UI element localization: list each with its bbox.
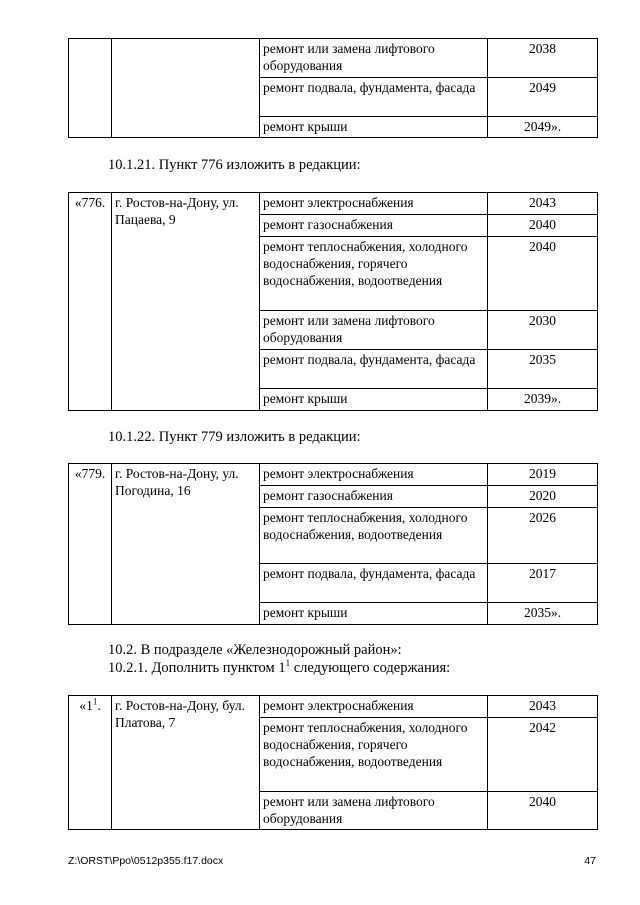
footer-file-path: Z:\ORST\Ppo\0512p355.f17.docx — [68, 855, 224, 867]
year-cell: 2020 — [488, 486, 598, 508]
table-row — [69, 193, 598, 215]
work-cell: ремонт подвала, фундамента, фасада — [260, 78, 488, 117]
address-cell: г. Ростов-на-Дону, ул. Погодина, 16 — [112, 464, 260, 625]
year-cell: 2043 — [488, 193, 598, 215]
year-cell: 2035». — [488, 603, 598, 625]
year-cell: 2017 — [488, 564, 598, 603]
work-cell: ремонт газоснабжения — [260, 215, 488, 237]
table-item-776 — [68, 192, 598, 411]
work-cell: ремонт электроснабжения — [260, 696, 488, 718]
year-cell: 2040 — [488, 792, 598, 830]
year-cell: 2039». — [488, 389, 598, 411]
year-cell: 2043 — [488, 696, 598, 718]
address-cell: г. Ростов-на-Дону, бул. Платова, 7 — [112, 696, 260, 830]
work-cell: ремонт или замена лифтового оборудования — [260, 39, 488, 78]
item-number-suffix: . — [97, 698, 101, 713]
address-cell: г. Ростов-на-Дону, ул. Пацаева, 9 — [112, 193, 260, 411]
table-row — [69, 464, 598, 486]
year-cell: 2030 — [488, 311, 598, 350]
paragraph-10-2: 10.2. В подразделе «Железнодорожный район»: — [108, 642, 402, 658]
work-cell: ремонт подвала, фундамента, фасада — [260, 564, 488, 603]
item-number-cell: «779. — [69, 464, 112, 625]
table-row — [69, 696, 598, 718]
superscript: 1 — [285, 658, 291, 669]
work-cell: ремонт теплоснабжения, холодного водоснабжения, горячего водоснабжения, водоотведения — [260, 718, 488, 792]
year-cell: 2040 — [488, 215, 598, 237]
work-cell: ремонт крыши — [260, 117, 488, 138]
table-item-1-1 — [68, 695, 598, 830]
paragraph-10-2-1 — [108, 659, 450, 677]
work-cell: ремонт электроснабжения — [260, 193, 488, 215]
year-cell: 2040 — [488, 237, 598, 311]
work-cell: ремонт крыши — [260, 603, 488, 625]
paragraph-10-1-21: 10.1.21. Пункт 776 изложить в редакции: — [108, 157, 361, 173]
year-cell: 2026 — [488, 508, 598, 564]
table-continuation — [68, 38, 598, 138]
work-cell: ремонт подвала, фундамента, фасада — [260, 350, 488, 389]
year-cell: 2038 — [488, 39, 598, 78]
item-number: «1 — [79, 698, 93, 713]
work-cell: ремонт теплоснабжения, холодного водоснабжения, горячего водоснабжения, водоотведения — [260, 237, 488, 311]
superscript: 1 — [92, 696, 98, 707]
year-cell: 2042 — [488, 718, 598, 792]
paragraph-text: 10.2.1. Дополнить пунктом 1 — [108, 660, 286, 676]
paragraph-10-1-22: 10.1.22. Пункт 779 изложить в редакции: — [108, 429, 361, 445]
table-item-779 — [68, 463, 598, 625]
work-cell: ремонт или замена лифтового оборудования — [260, 792, 488, 830]
year-cell: 2049 — [488, 78, 598, 117]
year-cell: 2035 — [488, 350, 598, 389]
year-cell: 2049». — [488, 117, 598, 138]
work-cell: ремонт электроснабжения — [260, 464, 488, 486]
footer-page-number: 47 — [584, 855, 596, 867]
paragraph-text: следующего содержания: — [290, 660, 451, 676]
item-number-cell — [69, 39, 112, 138]
work-cell: ремонт крыши — [260, 389, 488, 411]
address-cell — [112, 39, 260, 138]
item-number-cell: «776. — [69, 193, 112, 411]
table-row — [69, 39, 598, 78]
year-cell: 2019 — [488, 464, 598, 486]
item-number-cell — [69, 696, 112, 830]
work-cell: ремонт или замена лифтового оборудования — [260, 311, 488, 350]
work-cell: ремонт теплоснабжения, холодного водоснабжения, водоотведения — [260, 508, 488, 564]
work-cell: ремонт газоснабжения — [260, 486, 488, 508]
